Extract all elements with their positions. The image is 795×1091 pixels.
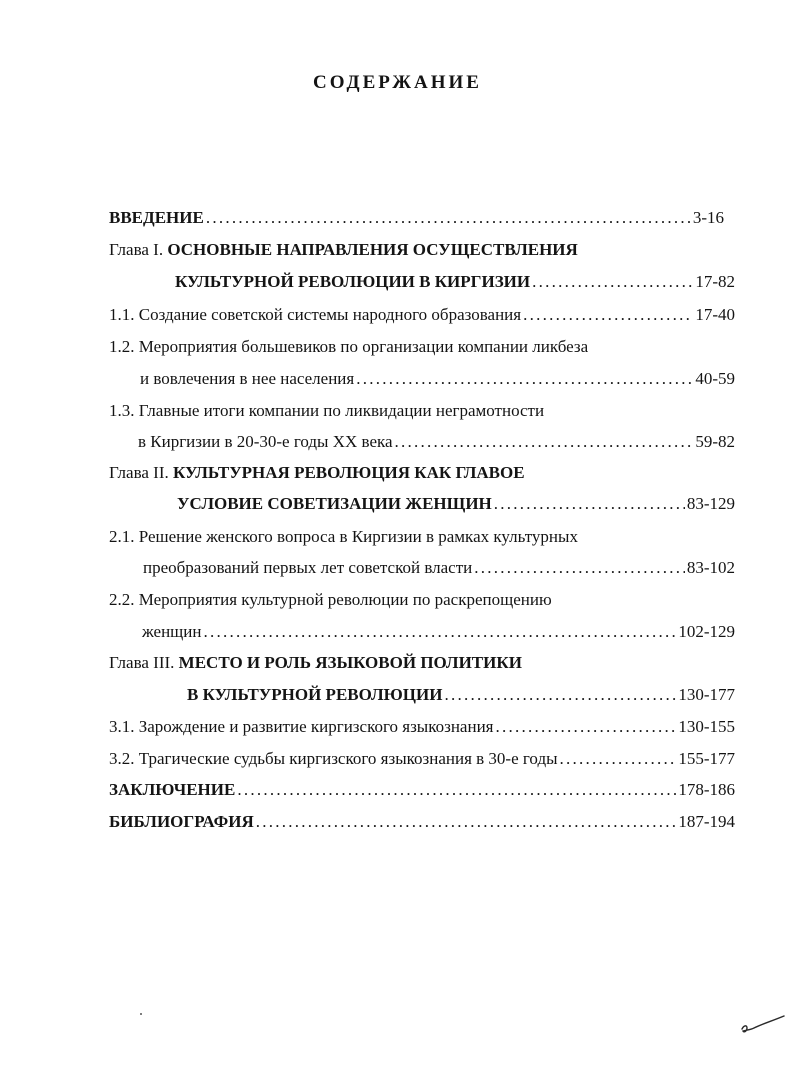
toc-entry-label: 3.2. Трагические судьбы киргизского языкознания в 30-е годы [109,749,558,768]
toc-entry-label: 1.1. Создание советской системы народного образования [109,305,522,324]
dot-leader [523,305,693,325]
toc-chapter-2-line2 [177,494,735,514]
toc-entry-conclusion [109,780,735,800]
toc-entry-pages: 83-129 [686,494,735,513]
chapter-prefix: Глава II. [109,463,169,482]
toc-entry-pages: 178-186 [678,780,735,799]
toc-chapter-1-line2 [175,272,735,292]
chapter-title-line1: ОСНОВНЫЕ НАПРАВЛЕНИЯ ОСУЩЕСТВЛЕНИЯ [167,240,578,259]
toc-entry-introduction [109,208,724,228]
handwritten-mark-icon [738,1012,786,1038]
toc-entry-pages: 17-82 [695,272,735,291]
chapter-title-line2: В КУЛЬТУРНОЙ РЕВОЛЮЦИИ [187,685,443,704]
toc-entry-pages: 155-177 [678,749,735,768]
toc-entry-pages: 130-155 [678,717,735,736]
dot-leader [356,369,693,389]
toc-entry-pages: 130-177 [678,685,735,704]
toc-section-2-1-line1: 2.1. Решение женского вопроса в Киргизии в рамках культурных [109,527,578,546]
toc-entry-pages: 3-16 [692,208,724,227]
dot-leader [395,432,694,452]
dot-leader [206,208,691,228]
dot-leader [203,622,676,642]
toc-chapter-1-heading [109,240,578,260]
chapter-title-line1: МЕСТО И РОЛЬ ЯЗЫКОВОЙ ПОЛИТИКИ [178,653,522,672]
toc-entry-pages: 40-59 [695,369,735,388]
toc-section-3-2 [109,749,735,769]
toc-chapter-3-heading [109,653,522,673]
dot-leader [494,494,685,514]
dot-leader [256,812,677,832]
toc-entry-label: преобразований первых лет советской власти [143,558,473,577]
toc-entry-label: женщин [142,622,202,641]
toc-section-2-2-line1: 2.2. Мероприятия культурной революции по раскрепощению [109,590,552,609]
dot-leader [474,558,685,578]
toc-section-3-1 [109,717,735,737]
toc-entry-pages: 83-102 [686,558,735,577]
chapter-title-line2: УСЛОВИЕ СОВЕТИЗАЦИИ ЖЕНЩИН [177,494,492,513]
toc-entry-label: в Киргизии в 20-30-е годы XX века [138,432,393,451]
toc-entry-pages: 187-194 [678,812,735,831]
toc-entry-pages: 102-129 [678,622,735,641]
chapter-title-line2: КУЛЬТУРНОЙ РЕВОЛЮЦИИ В КИРГИЗИИ [175,272,531,291]
dot-leader [560,749,677,769]
toc-section-2-2-line2 [142,622,735,642]
toc-chapter-3-line2 [187,685,735,705]
toc-entry-pages: 59-82 [695,432,735,451]
toc-section-1-1 [109,305,735,325]
dot-leader [444,685,676,705]
toc-entry-label: ВВЕДЕНИЕ [109,208,204,227]
toc-entry-label: 3.1. Зарождение и развитие киргизского языкознания [109,717,494,736]
toc-entry-label: БИБЛИОГРАФИЯ [109,812,254,831]
scan-speck [140,1013,142,1015]
toc-entry-bibliography [109,812,735,832]
chapter-prefix: Глава III. [109,653,175,672]
toc-section-2-1-line2 [143,558,735,578]
dot-leader [495,717,676,737]
dot-leader [237,780,676,800]
toc-section-1-2-line2 [140,369,735,389]
toc-entry-label: ЗАКЛЮЧЕНИЕ [109,780,236,799]
chapter-title-line1: КУЛЬТУРНАЯ РЕВОЛЮЦИЯ КАК ГЛАВОЕ [173,463,525,482]
page-title: СОДЕРЖАНИЕ [313,72,482,93]
toc-section-1-3-line1: 1.3. Главные итоги компании по ликвидации неграмотности [109,401,545,420]
toc-section-1-2-line1: 1.2. Мероприятия большевиков по организации компании ликбеза [109,337,589,356]
toc-entry-label: и вовлечения в нее населения [140,369,355,388]
toc-section-1-3-line2 [138,432,735,452]
dot-leader [532,272,693,292]
toc-chapter-2-heading [109,463,525,483]
toc-entry-pages: 17-40 [695,305,735,324]
chapter-prefix: Глава I. [109,240,164,259]
